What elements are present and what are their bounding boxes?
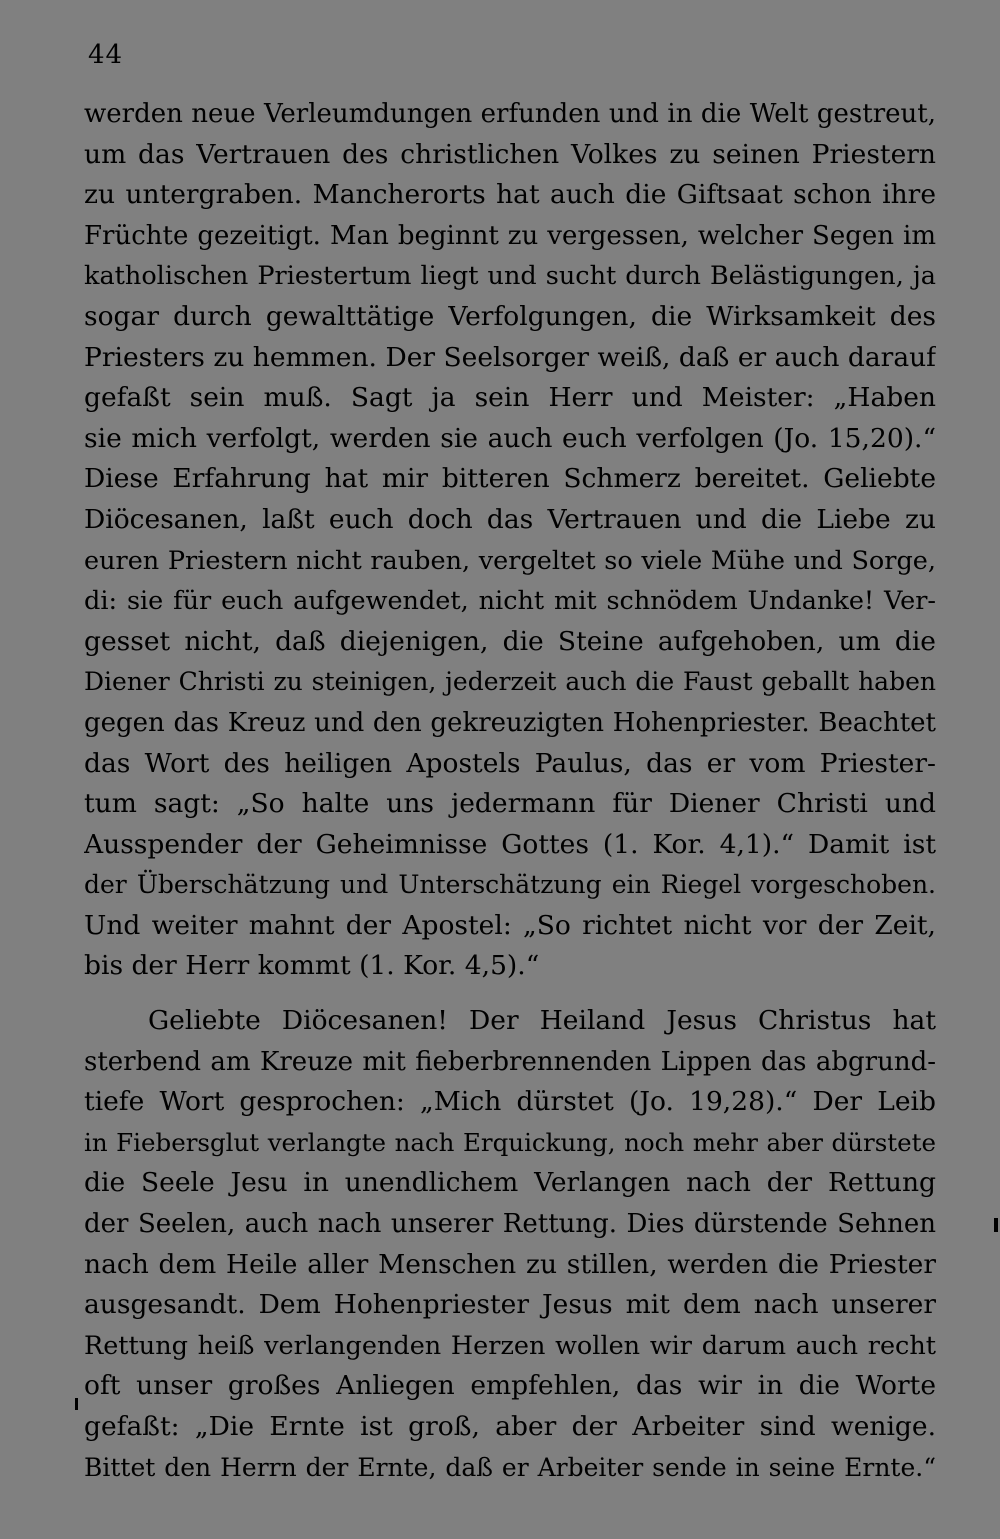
text-line: di: sie für euch aufgewendet, nicht mit schnödem Undanke! Ver-: [84, 586, 936, 617]
text-line: katholischen Priestertum liegt und sucht durch Belästigungen, ja: [84, 261, 936, 292]
text-line: oft unser großes Anliegen empfehlen, das wir in die Worte: [84, 1370, 936, 1402]
text-line: sterbend am Kreuze mit fieberbrennenden Lippen das abgrund-: [84, 1046, 936, 1077]
text-line: Diöcesanen, laßt euch doch das Vertrauen und die Liebe zu: [84, 503, 936, 535]
text-line: um das Vertrauen des christlichen Volkes zu seinen Priestern: [84, 138, 936, 170]
text-line: gefaßt: „Die Ernte ist groß, aber der Arbeiter sind wenige.: [84, 1410, 936, 1442]
text-line: der Überschätzung und Unterschätzung ein Riegel vorgeschoben.: [84, 870, 936, 900]
text-line: das Wort des heiligen Apostels Paulus, das er vom Priester-: [84, 747, 936, 779]
text-line: Geliebte Diöcesanen! Der Heiland Jesus Christus hat: [148, 1005, 936, 1036]
text-line: nach dem Heile aller Menschen zu stillen, werden die Priester: [84, 1248, 936, 1280]
text-line: Diener Christi zu steinigen, jederzeit auch die Faust geballt haben: [84, 667, 936, 697]
paragraph-1: [84, 94, 936, 987]
text-line: werden neue Verleumdungen erfunden und in die Welt gestreut,: [84, 99, 936, 129]
text-line: Bittet den Herrn der Ernte, daß er Arbeiter sende in seine Ernte.“: [84, 1452, 936, 1482]
scan-speck: [75, 1398, 78, 1410]
text-line: Ausspender der Geheimnisse Gottes (1. Kor. 4,1).“ Damit ist: [84, 828, 936, 860]
text-line: gefaßt sein muß. Sagt ja sein Herr und Meister: „Haben: [84, 382, 936, 414]
paragraph-2: [84, 1001, 936, 1488]
text-line: Und weiter mahnt der Apostel: „So richtet nicht vor der Zeit,: [84, 909, 936, 941]
text-line: gesset nicht, daß diejenigen, die Steine aufgehoben, um die: [84, 625, 936, 657]
scan-speck: [994, 1218, 998, 1232]
text-line: Diese Erfahrung hat mir bitteren Schmerz bereitet. Geliebte: [84, 463, 936, 495]
text-line: tum sagt: „So halte uns jedermann für Diener Christi und: [84, 788, 936, 820]
text-line: Rettung heiß verlangenden Herzen wollen wir darum auch recht: [84, 1330, 936, 1361]
text-line: euren Priestern nicht rauben, vergeltet so viele Mühe und Sorge,: [84, 545, 936, 576]
text-line: Früchte gezeitigt. Man beginnt zu vergessen, welcher Segen im: [84, 220, 936, 251]
text-line: gegen das Kreuz und den gekreuzigten Hohenpriester. Beachtet: [84, 707, 936, 738]
text-line: Priesters zu hemmen. Der Seelsorger weiß, daß er auch darauf: [84, 341, 936, 373]
text-line: in Fiebersglut verlangte nach Erquickung, noch mehr aber dürstete: [84, 1127, 936, 1157]
text-line: ausgesandt. Dem Hohenpriester Jesus mit dem nach unserer: [84, 1289, 936, 1321]
page-number: 44: [88, 40, 124, 70]
text-line: sogar durch gewalttätige Verfolgungen, die Wirksamkeit des: [84, 300, 936, 332]
text-line: zu untergraben. Mancherorts hat auch die Giftsaat schon ihre: [84, 179, 936, 211]
text-line: bis der Herr kommt (1. Kor. 4,5).“: [84, 950, 540, 982]
text-line: sie mich verfolgt, werden sie auch euch verfolgen (Jo. 15,20).“: [84, 422, 936, 454]
text-line: tiefe Wort gesprochen: „Mich dürstet (Jo. 19,28).“ Der Leib: [84, 1086, 936, 1118]
text-line: die Seele Jesu in unendlichem Verlangen nach der Rettung: [84, 1167, 936, 1199]
text-line: der Seelen, auch nach unserer Rettung. Dies dürstende Sehnen: [84, 1208, 936, 1239]
